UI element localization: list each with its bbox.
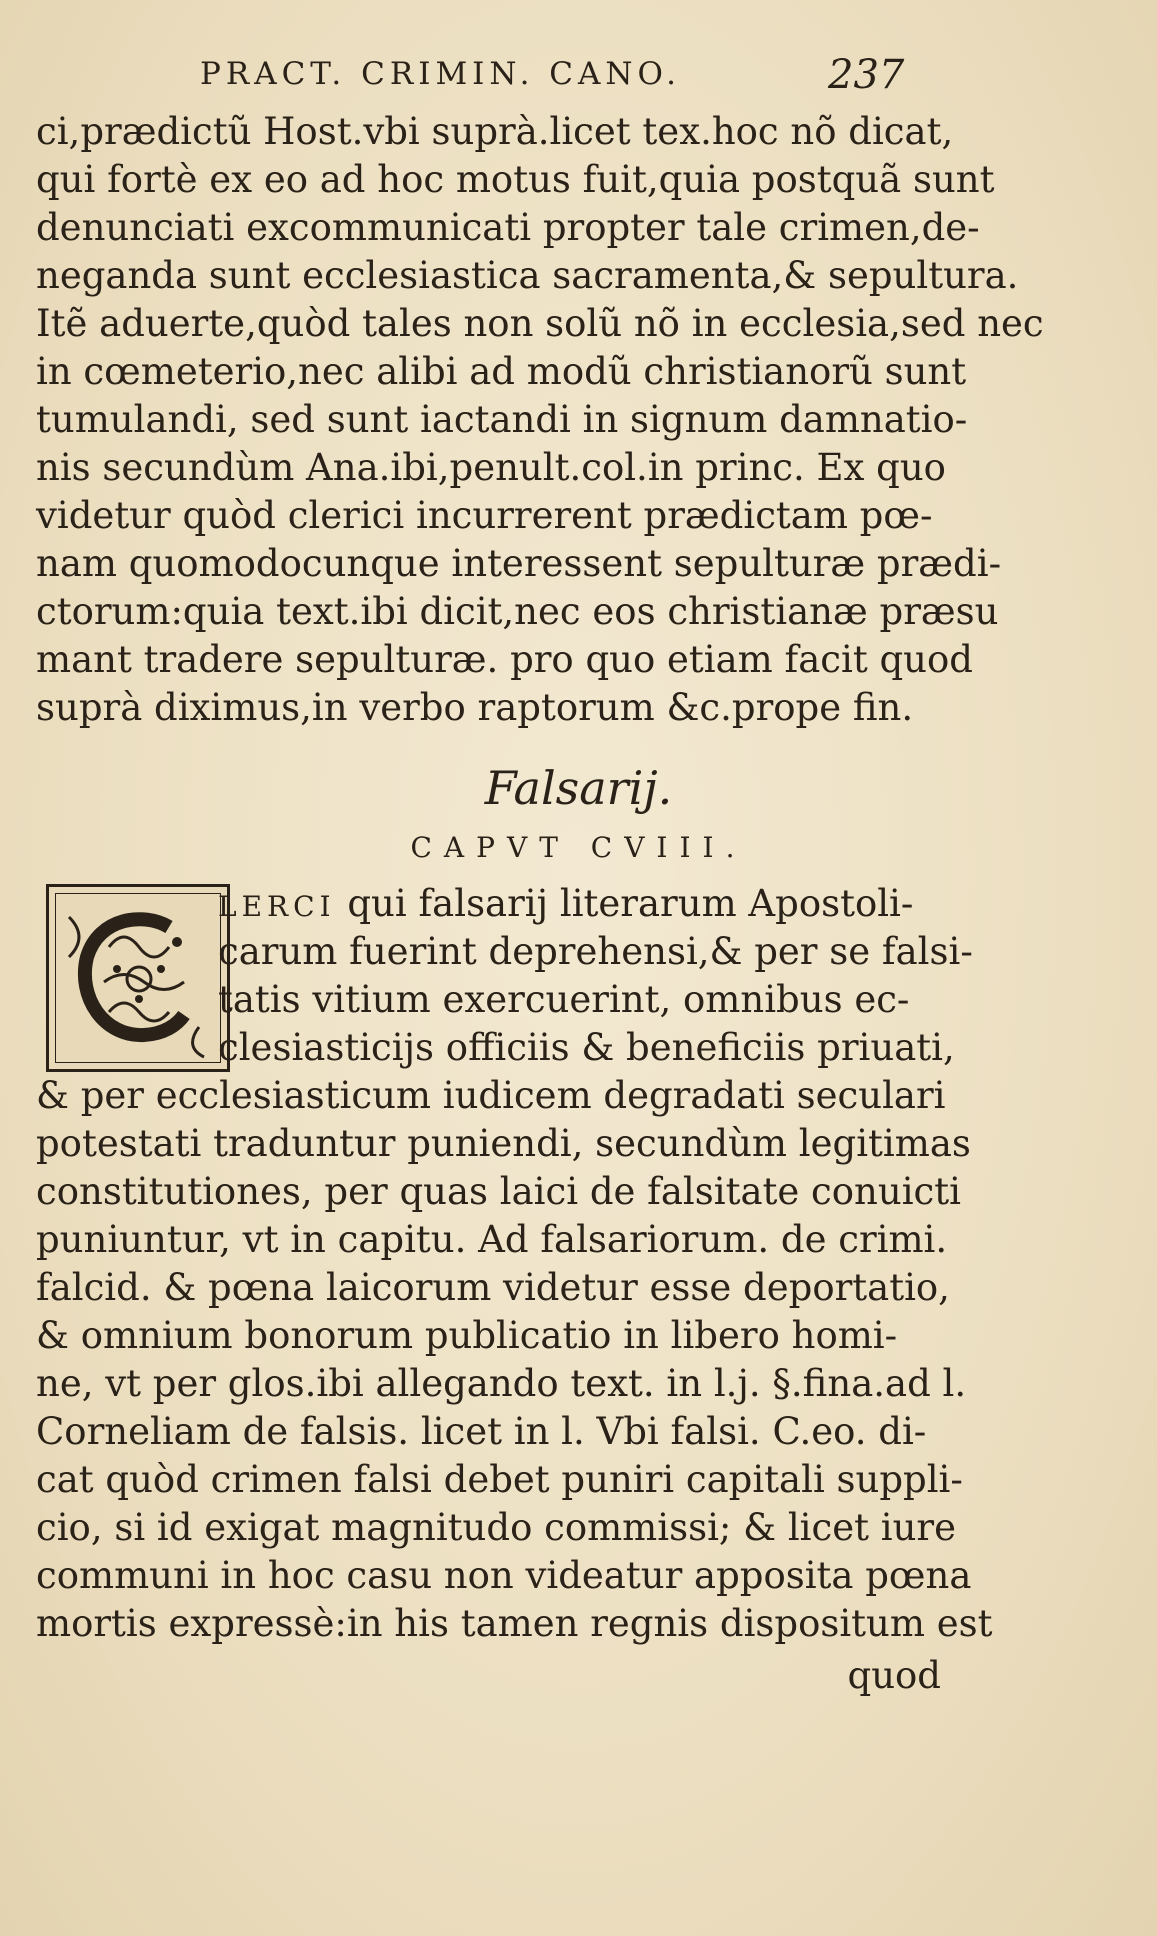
text-line: falcid. & pœna laicorum videtur esse deportatio, xyxy=(36,1266,950,1309)
text-line: nam quomodocunque interessent sepulturæ prædi- xyxy=(36,542,1002,585)
catchword: quod xyxy=(847,1654,941,1697)
text-line: communi in hoc casu non videatur apposita pœna xyxy=(36,1554,972,1597)
text-line: cio, si id exigat magnitudo commissi; & licet iure xyxy=(36,1506,956,1549)
text-line: & omnium bonorum publicatio in libero homi- xyxy=(36,1314,898,1357)
text-line: denunciati excommunicati propter tale crimen,de- xyxy=(36,206,980,249)
text-run: qui falsarij literarum Apostoli- xyxy=(335,882,914,925)
text-line: neganda sunt ecclesiastica sacramenta,& sepultura. xyxy=(36,254,1019,297)
text-line: nis secundùm Ana.ibi,penult.col.in princ. Ex quo xyxy=(36,446,946,489)
ornament-c-icon xyxy=(49,887,227,1069)
text-line: mortis expressè:in his tamen regnis dispositum est xyxy=(36,1602,993,1645)
text-line: carum fuerint deprehensi,& per se falsi- xyxy=(218,930,973,973)
text-line: tatis vitium exercuerint, omnibus ec- xyxy=(218,978,910,1021)
text-line: videtur quòd clerici incurrerent prædictam pœ- xyxy=(36,494,933,537)
text-line: & per ecclesiasticum iudicem degradati seculari xyxy=(36,1074,946,1117)
text-line: ctorum:quia text.ibi dicit,nec eos christianæ præsu xyxy=(36,590,999,633)
text-line: tumulandi, sed sunt iactandi in signum damnatio- xyxy=(36,398,968,441)
page-number: 237 xyxy=(828,52,905,98)
text-line: clesiasticijs officiis & beneficiis priuati, xyxy=(218,1026,955,1069)
running-head: PRACT. CRIMIN. CANO. xyxy=(200,56,681,92)
text-line: Itẽ aduerte,quòd tales non solũ nõ in ecclesia,sed nec xyxy=(36,302,1044,345)
text-line: puniuntur, vt in capitu. Ad falsariorum. de crimi. xyxy=(36,1218,948,1261)
chapter-heading: CAPVT CVIII. xyxy=(410,831,747,864)
text-line: mant tradere sepulturæ. pro quo etiam facit quod xyxy=(36,638,973,681)
initial-smallcaps: LERCI xyxy=(218,890,336,923)
text-line: constitutiones, per quas laici de falsitate conuicti xyxy=(36,1170,961,1213)
text-line: suprà diximus,in verbo raptorum &c.prope fin. xyxy=(36,686,914,729)
text-line: ne, vt per glos.ibi allegando text. in l.j. §.fina.ad l. xyxy=(36,1362,967,1405)
decorated-initial-c xyxy=(46,884,230,1072)
text-line: ci,prædictũ Host.vbi suprà.licet tex.hoc nõ dicat, xyxy=(36,110,954,153)
text-line-first xyxy=(218,880,940,928)
section-heading: Falsarij. xyxy=(484,761,673,815)
text-line: Corneliam de falsis. licet in l. Vbi falsi. C.eo. di- xyxy=(36,1410,927,1453)
text-line: qui fortè ex eo ad hoc motus fuit,quia postquã sunt xyxy=(36,158,995,201)
text-line: potestati traduntur puniendi, secundùm legitimas xyxy=(36,1122,971,1165)
text-line: cat quòd crimen falsi debet puniri capitali suppli- xyxy=(36,1458,963,1501)
text-line: in cœmeterio,nec alibi ad modũ christianorũ sunt xyxy=(36,350,967,393)
